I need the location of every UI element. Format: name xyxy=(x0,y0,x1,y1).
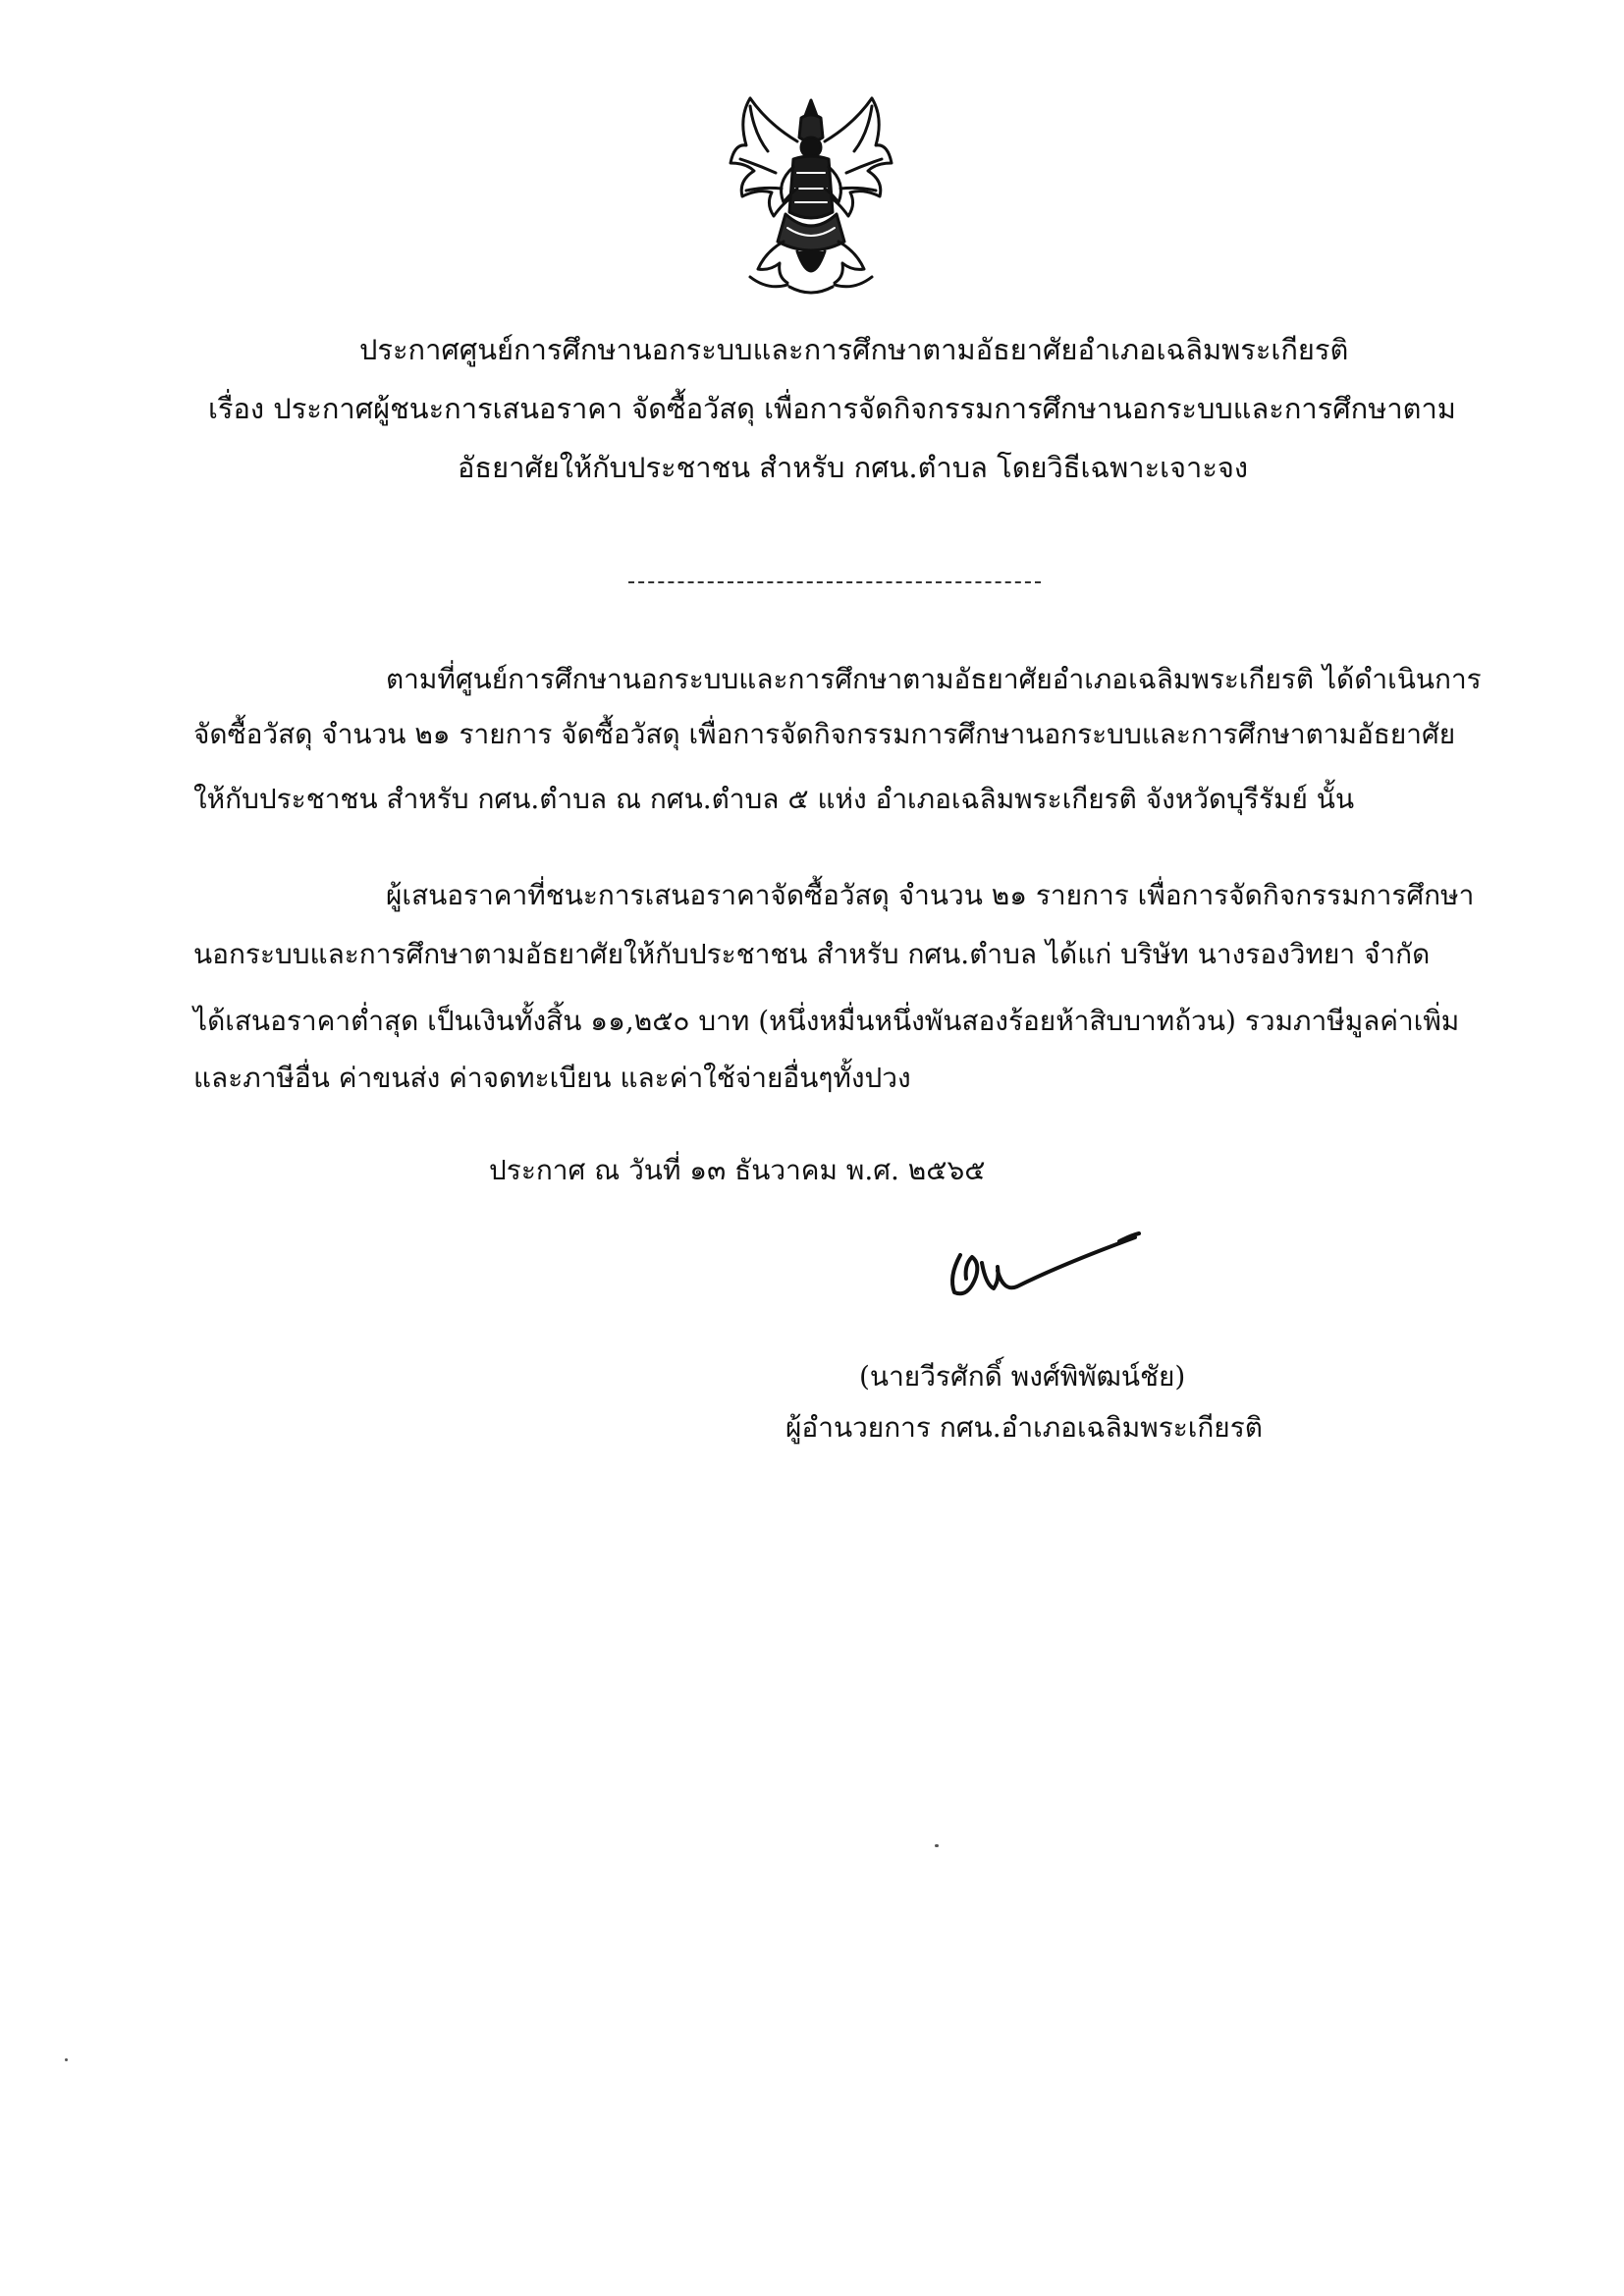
announcement-date: ประกาศ ณ วันที่ ๑๓ ธันวาคม พ.ศ. ๒๕๖๕ xyxy=(489,1154,986,1186)
title-line-1: ประกาศศูนย์การศึกษานอกระบบและการศึกษาตามอัธยาศัยอำเภอเฉลิมพระเกียรติ xyxy=(359,333,1349,366)
paragraph-1-line-2: จัดซื้อวัสดุ จำนวน ๒๑ รายการ จัดซื้อวัสดุ เพื่อการจัดกิจกรรมการศึกษานอกระบบและการศึกษาตามอัธยาศัย xyxy=(193,718,1456,750)
title-line-3: อัธยาศัยให้กับประชาชน สำหรับ กศน.ตำบล โดยวิธีเฉพาะเจาะจง xyxy=(458,451,1249,484)
scan-speck xyxy=(65,2058,68,2061)
title-line-2: เรื่อง ประกาศผู้ชนะการเสนอราคา จัดซื้อวัสดุ เพื่อการจัดกิจกรรมการศึกษานอกระบบและการศึกษาตาม xyxy=(208,392,1456,425)
title-divider xyxy=(628,581,1041,583)
paragraph-2-line-2: นอกระบบและการศึกษาตามอัธยาศัยให้กับประชาชน สำหรับ กศน.ตำบล ได้แก่ บริษัท นางรองวิทยา จำกัด xyxy=(193,938,1431,970)
handwritten-signature xyxy=(943,1220,1149,1308)
scan-speck xyxy=(935,1844,939,1847)
garuda-emblem-icon xyxy=(729,94,893,301)
paragraph-1-line-1: ตามที่ศูนย์การศึกษานอกระบบและการศึกษาตามอัธยาศัยอำเภอเฉลิมพระเกียรติ ได้ดำเนินการ xyxy=(386,663,1482,695)
paragraph-1-line-3: ให้กับประชาชน สำหรับ กศน.ตำบล ณ กศน.ตำบล ๕ แห่ง อำเภอเฉลิมพระเกียรติ จังหวัดบุรีรัมย์ นั้น xyxy=(193,783,1355,815)
paragraph-2-line-4: และภาษีอื่น ค่าขนส่ง ค่าจดทะเบียน และค่าใช้จ่ายอื่นๆทั้งปวง xyxy=(193,1062,911,1094)
signatory-name: (นายวีรศักดิ์ พงศ์พิพัฒน์ชัย) xyxy=(859,1360,1186,1393)
paragraph-2-line-3: ได้เสนอราคาต่ำสุด เป็นเงินทั้งสิ้น ๑๑,๒๕๐ บาท (หนึ่งหมื่นหนึ่งพันสองร้อยห้าสิบบาทถ้วน) รวมภาษีมูลค่าเพิ่ม xyxy=(193,1005,1460,1037)
signatory-position: ผู้อำนวยการ กศน.อำเภอเฉลิมพระเกียรติ xyxy=(785,1411,1263,1444)
paragraph-2-line-1: ผู้เสนอราคาที่ชนะการเสนอราคาจัดซื้อวัสดุ จำนวน ๒๑ รายการ เพื่อการจัดกิจกรรมการศึกษา xyxy=(386,879,1475,911)
